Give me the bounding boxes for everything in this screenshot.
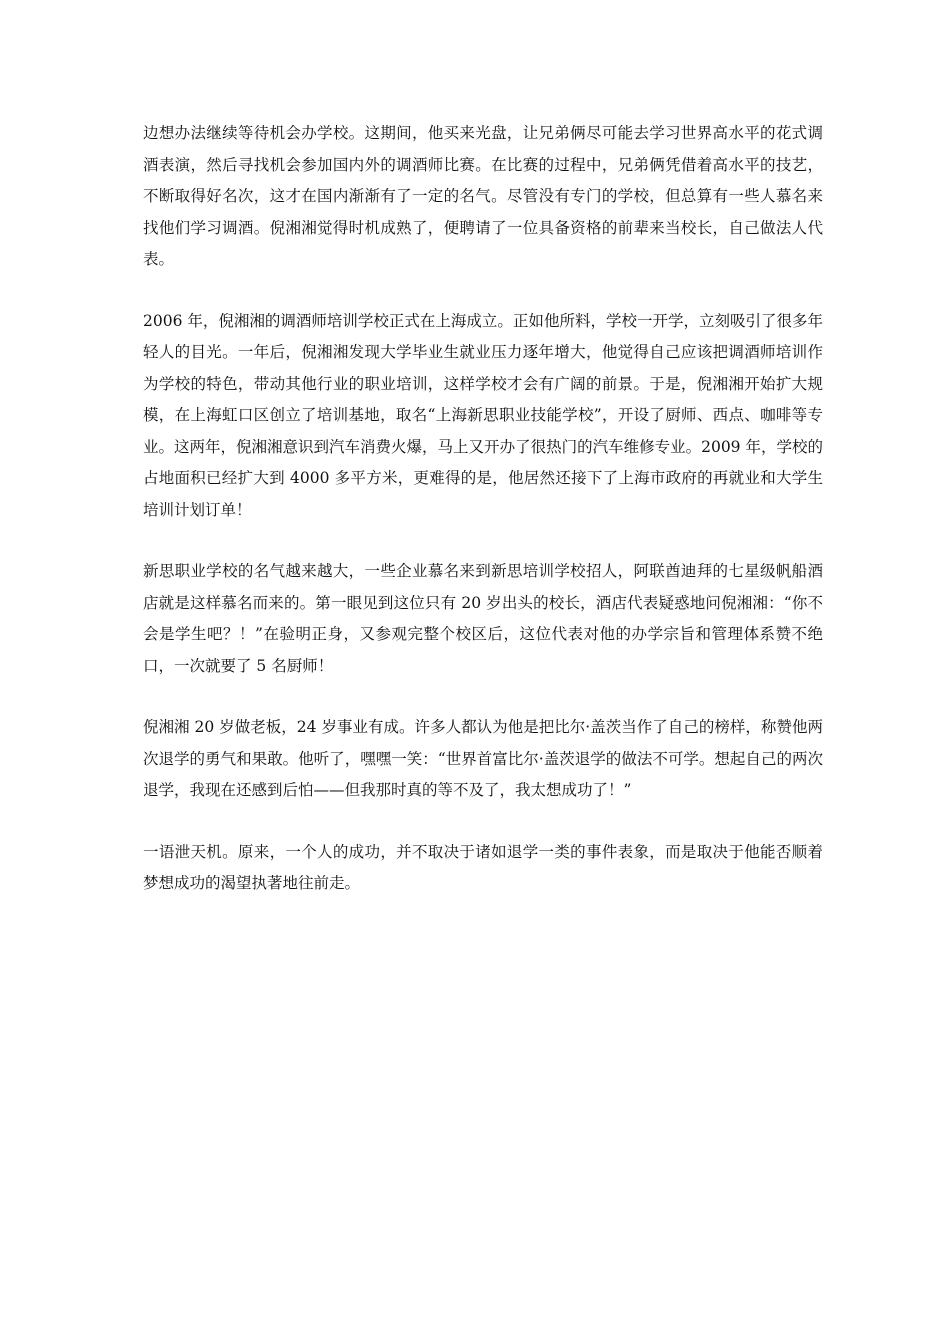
paragraph-4: 倪湘湘 20 岁做老板，24 岁事业有成。许多人都认为他是把比尔·盖茨当作了自己的榜样，称赞他两次退学的勇气和果敢。他听了，嘿嘿一笑：“世界首富比尔·盖茨退学的做法不可学。想起自己的两次退学，我现在还感到后怕——但我那时真的等不及了，我太想成功了！” — [143, 718, 823, 799]
paragraph-5: 一语泄天机。原来，一个人的成功，并不取决于诸如退学一类的事件表象，而是取决于他能否顺着梦想成功的渴望执著地往前走。 — [143, 842, 823, 892]
paragraph-2: 2006 年，倪湘湘的调酒师培训学校正式在上海成立。正如他所料，学校一开学，立刻吸引了很多年轻人的目光。一年后，倪湘湘发现大学毕业生就业压力逐年增大，他觉得自己应该把调酒师培训作为学校的特色，带动其他行业的职业培训，这样学校才会有广阔的前景。于是，倪湘湘开始扩大规模，在上海虹口区创立了培训基地，取名“上海新思职业技能学校”，开设了厨师、西点、咖啡等专业。这两年，倪湘湘意识到汽车消费火爆，马上又开办了很热门的汽车维修专业。2009 年，学校的占地面积已经扩大到 4000 多平方米，更难得的是，他居然还接下了上海市政府的再就业和大学生培训计划订单！ — [143, 311, 823, 519]
paragraph-1: 边想办法继续等待机会办学校。这期间，他买来光盘，让兄弟俩尽可能去学习世界高水平的花式调酒表演，然后寻找机会参加国内外的调酒师比赛。在比赛的过程中，兄弟俩凭借着高水平的技艺，不断取得好名次，这才在国内渐渐有了一定的名气。尽管没有专门的学校，但总算有一些人慕名来找他们学习调酒。倪湘湘觉得时机成熟了，便聘请了一位具备资格的前辈来当校长，自己做法人代表。 — [143, 124, 823, 268]
paragraph-3: 新思职业学校的名气越来越大，一些企业慕名来到新思培训学校招人，阿联酋迪拜的七星级帆船酒店就是这样慕名而来的。第一眼见到这位只有 20 岁出头的校长，酒店代表疑惑地问倪湘湘：“你不会是学生吧？！”在验明正身，又参观完整个校区后，这位代表对他的办学宗旨和管理体系赞不绝口，一次就要了 5 名厨师！ — [143, 562, 823, 675]
article-body — [143, 118, 823, 930]
